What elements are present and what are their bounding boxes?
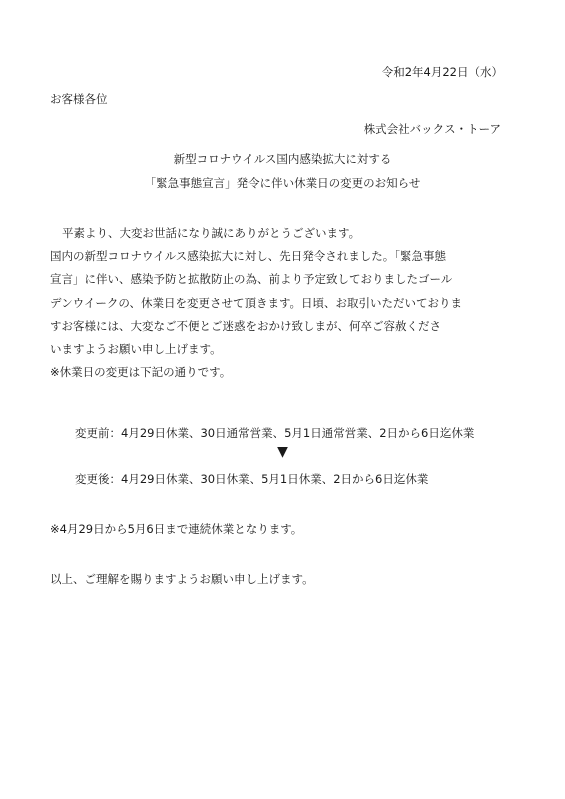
body-line: 宣言」に伴い、感染予防と拡散防止の為、前より予定致しておりましたゴール bbox=[50, 272, 453, 287]
company-name: 株式会社バックス・トーア bbox=[363, 122, 501, 136]
down-arrow-icon: ▼ bbox=[277, 444, 288, 460]
change-after: 変更後：4月29日休業、30日休業、5月1日休業、2日から6日迄休業 bbox=[75, 472, 429, 486]
body-line: すお客様には、大変なご不便とご迷惑をおかけ致しまが、何卒ご容赦くださ bbox=[50, 318, 441, 333]
consecutive-holiday-note: ※4月29日から5月6日まで連続休業となります。 bbox=[50, 522, 303, 536]
change-before: 変更前：4月29日休業、30日通常営業、5月1日通常営業、2日から6日迄休業 bbox=[75, 426, 475, 440]
title-line-1: 新型コロナウイルス国内感染拡大に対する bbox=[173, 152, 392, 166]
body-line: デンウイークの、休業日を変更させて頂きます。日頃、お取引いただいておりま bbox=[50, 295, 463, 310]
addressee: お客様各位 bbox=[50, 92, 108, 106]
body-line: ※休業日の変更は下記の通りです。 bbox=[50, 365, 232, 380]
body-paragraph bbox=[50, 222, 520, 384]
body-line: 平素より、大変お世話になり誠にありがとうございます。 bbox=[62, 226, 361, 240]
date: 令和2年4月22日（水） bbox=[381, 65, 503, 79]
body-line: 国内の新型コロナウイルス感染拡大に対し、先日発令されました。「緊急事態 bbox=[50, 249, 447, 264]
body-line: いますようお願い申し上げます。 bbox=[50, 342, 222, 357]
title-line-2: 「緊急事態宣言」発令に伴い休業日の変更のお知らせ bbox=[144, 176, 421, 190]
closing-remark: 以上、ご理解を賜りますようお願い申し上げます。 bbox=[50, 572, 314, 586]
